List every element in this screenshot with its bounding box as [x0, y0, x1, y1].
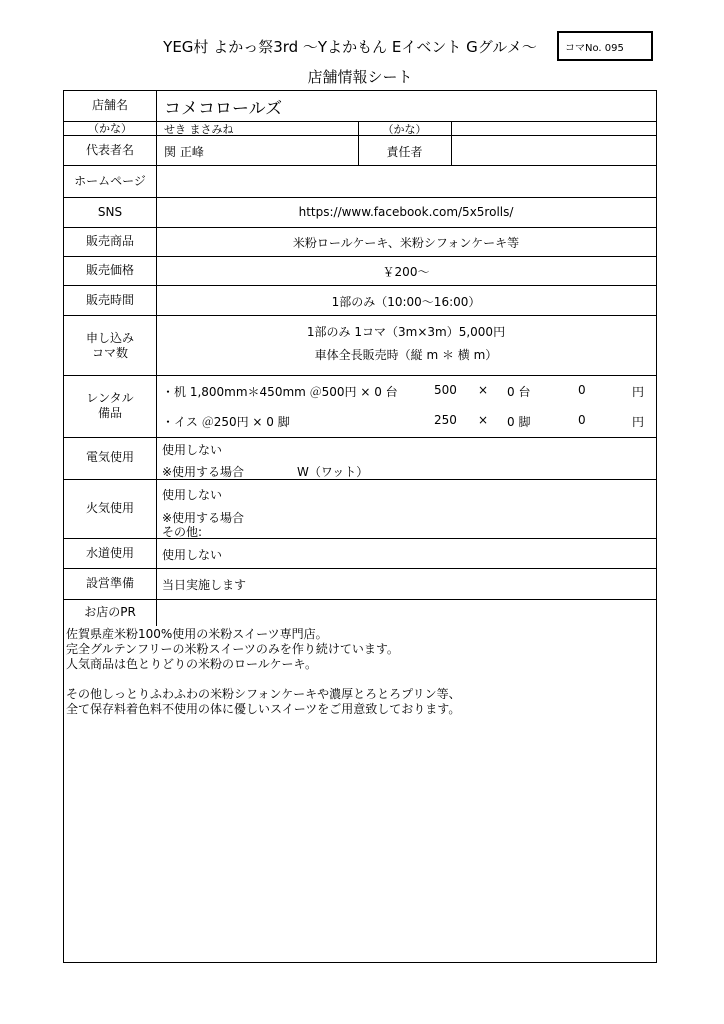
rental-total: 0	[578, 383, 586, 397]
row-divider	[64, 599, 656, 600]
electric-usage: 使用しない	[162, 443, 223, 457]
shop-name-value: コメコロールズ	[164, 99, 283, 119]
row-divider	[64, 375, 656, 376]
rental-quantity: 0 台	[507, 385, 531, 399]
electric-watt: W（ワット）	[297, 465, 369, 479]
rental-unit-price: 500	[434, 383, 457, 397]
sns-value: https://www.facebook.com/5x5rolls/	[298, 205, 514, 219]
representative-value: 関 正峰	[164, 145, 204, 159]
row-divider	[64, 227, 656, 228]
application-line1: 1部のみ 1コマ（3m×3m）5,000円	[306, 325, 506, 339]
application-line2: 車体全長販売時（縦 m ＊ 横 m）	[314, 348, 498, 362]
row-divider	[64, 285, 656, 286]
hours-value: 1部のみ（10:00～16:00）	[331, 295, 481, 309]
fire-if-used: ※使用する場合	[162, 511, 245, 525]
koma-number-box: コマNo. 095	[557, 31, 653, 61]
rental-item: ・机 1,800mm＊450mm ＠500円 × 0 台	[162, 385, 398, 399]
water-label: 水道使用	[85, 546, 134, 560]
electric-label: 電気使用	[85, 450, 134, 464]
fire-label: 火気使用	[85, 501, 134, 515]
row-divider	[64, 165, 656, 166]
row-divider	[64, 437, 656, 438]
pr-line: その他しっとりふわふわの米粉シフォンケーキや濃厚とろとろプリン等、	[66, 687, 461, 701]
rental-quantity: 0 脚	[507, 415, 531, 429]
pr-line	[66, 672, 461, 687]
kana-label: （かな）	[88, 122, 132, 135]
resp-kana-label: （かな）	[382, 123, 427, 136]
pr-label: お店のPR	[84, 605, 136, 619]
hours-label: 販売時間	[85, 293, 134, 307]
setup-label: 設営準備	[85, 576, 134, 590]
rental-yen: 円	[632, 415, 645, 429]
rental-total: 0	[578, 413, 586, 427]
column-divider	[451, 121, 452, 165]
price-label: 販売価格	[85, 263, 134, 277]
sheet-title: YEG村 よかっ祭3rd ～Yよかもん Eイベント Gグルメ～	[163, 38, 537, 56]
rental-yen: 円	[632, 385, 645, 399]
pr-line: 全て保存料着色料不使用の体に優しいスイーツをご用意致しております。	[66, 702, 461, 716]
rep-kana-value: せき まさみね	[164, 123, 234, 136]
row-divider	[64, 315, 656, 316]
application-label	[64, 331, 156, 361]
rental-times: ×	[478, 383, 489, 397]
pr-text	[66, 627, 461, 717]
fire-usage: 使用しない	[162, 488, 223, 502]
rental-unit-price: 250	[434, 413, 457, 427]
pr-line: 佐賀県産米粉100%使用の米粉スイーツ専門店。	[66, 627, 328, 641]
electric-if-used: ※使用する場合	[162, 465, 245, 479]
representative-label: 代表者名	[85, 143, 134, 157]
fire-other: その他:	[162, 525, 203, 539]
pr-line: 人気商品は色とりどりの米粉のロールケーキ。	[66, 657, 318, 671]
shop-info-form	[63, 90, 657, 963]
row-divider	[64, 568, 656, 569]
products-value: 米粉ロールケーキ、米粉シフォンケーキ等	[292, 236, 520, 250]
rental-label-line1: レンタル	[86, 391, 134, 405]
rental-label	[64, 391, 156, 421]
shop-name-label: 店舗名	[91, 98, 128, 112]
row-divider	[64, 538, 656, 539]
sheet-subtitle: 店舗情報シート	[307, 68, 413, 86]
setup-value: 当日実施します	[162, 578, 247, 592]
row-divider	[64, 197, 656, 198]
rental-item: ・イス ＠250円 × 0 脚	[162, 415, 290, 429]
homepage-label: ホームページ	[74, 174, 146, 188]
application-label-line1: 申し込み	[85, 331, 134, 345]
row-divider	[64, 256, 656, 257]
rental-times: ×	[478, 413, 489, 427]
products-label: 販売商品	[85, 234, 134, 248]
application-label-line2: コマ数	[91, 346, 128, 360]
sns-label: SNS	[97, 205, 123, 219]
responsible-label: 責任者	[386, 145, 423, 159]
pr-line: 完全グルテンフリーの米粉スイーツのみを作り続けています。	[66, 642, 399, 656]
rental-label-line2: 備品	[97, 406, 122, 420]
water-value: 使用しない	[162, 548, 223, 562]
price-value: ￥200～	[382, 265, 430, 279]
